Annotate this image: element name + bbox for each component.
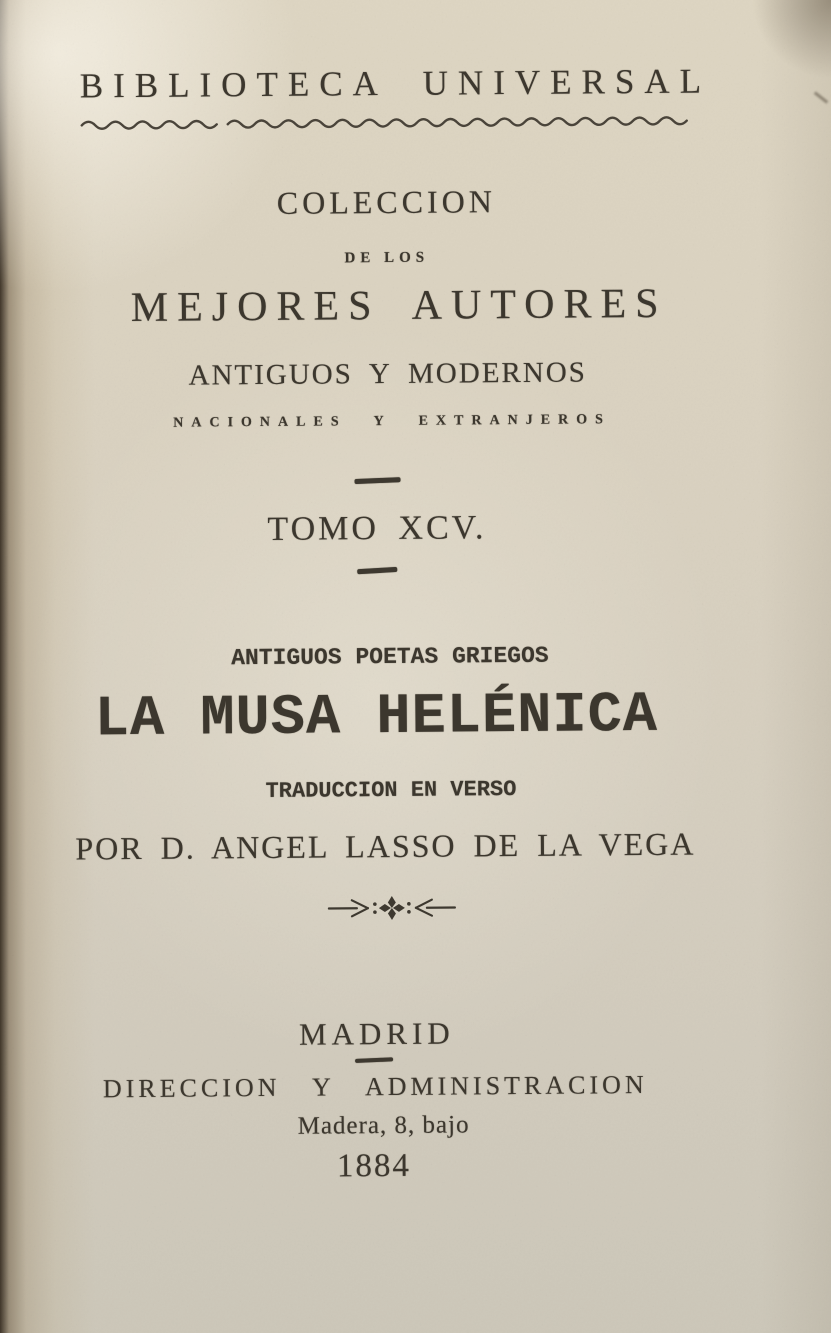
page-crease-mark: [814, 91, 828, 103]
wavy-underline-path-2: [228, 117, 687, 128]
collection-main: MEJORES AUTORES: [130, 280, 668, 332]
work-author-line: POR D. ANGEL LASSO DE LA VEGA: [75, 825, 696, 867]
series-header: BIBLIOTECA UNIVERSAL: [79, 61, 712, 106]
imprint-city: MADRID: [298, 1015, 455, 1052]
collection-origin: NACIONALES Y EXTRANJEROS: [173, 412, 611, 431]
short-rule-3: [355, 1057, 393, 1063]
collection-scope: ANTIGUOS Y MODERNOS: [188, 356, 587, 392]
short-rule-2: [357, 567, 397, 574]
work-subtitle: TRADUCCION EN VERSO: [265, 777, 517, 804]
wavy-underline-icon: [80, 108, 698, 135]
work-genre: ANTIGUOS POETAS GRIEGOS: [231, 642, 549, 672]
imprint-year: 1884: [336, 1147, 412, 1185]
collection-title: COLECCION: [276, 183, 497, 221]
work-title: LA MUSA HELÉNICA: [94, 683, 659, 753]
collection-connector: DE LOS: [344, 249, 430, 267]
volume-label: TOMO XCV.: [267, 509, 487, 548]
imprint-address: Madera, 8, bajo: [297, 1111, 470, 1140]
short-rule-1: [354, 477, 400, 484]
arrow-fleuron-ornament-icon: [327, 893, 457, 922]
imprint-office: DIRECCION Y ADMINISTRACION: [102, 1069, 648, 1104]
wavy-underline-path-1: [82, 121, 217, 129]
